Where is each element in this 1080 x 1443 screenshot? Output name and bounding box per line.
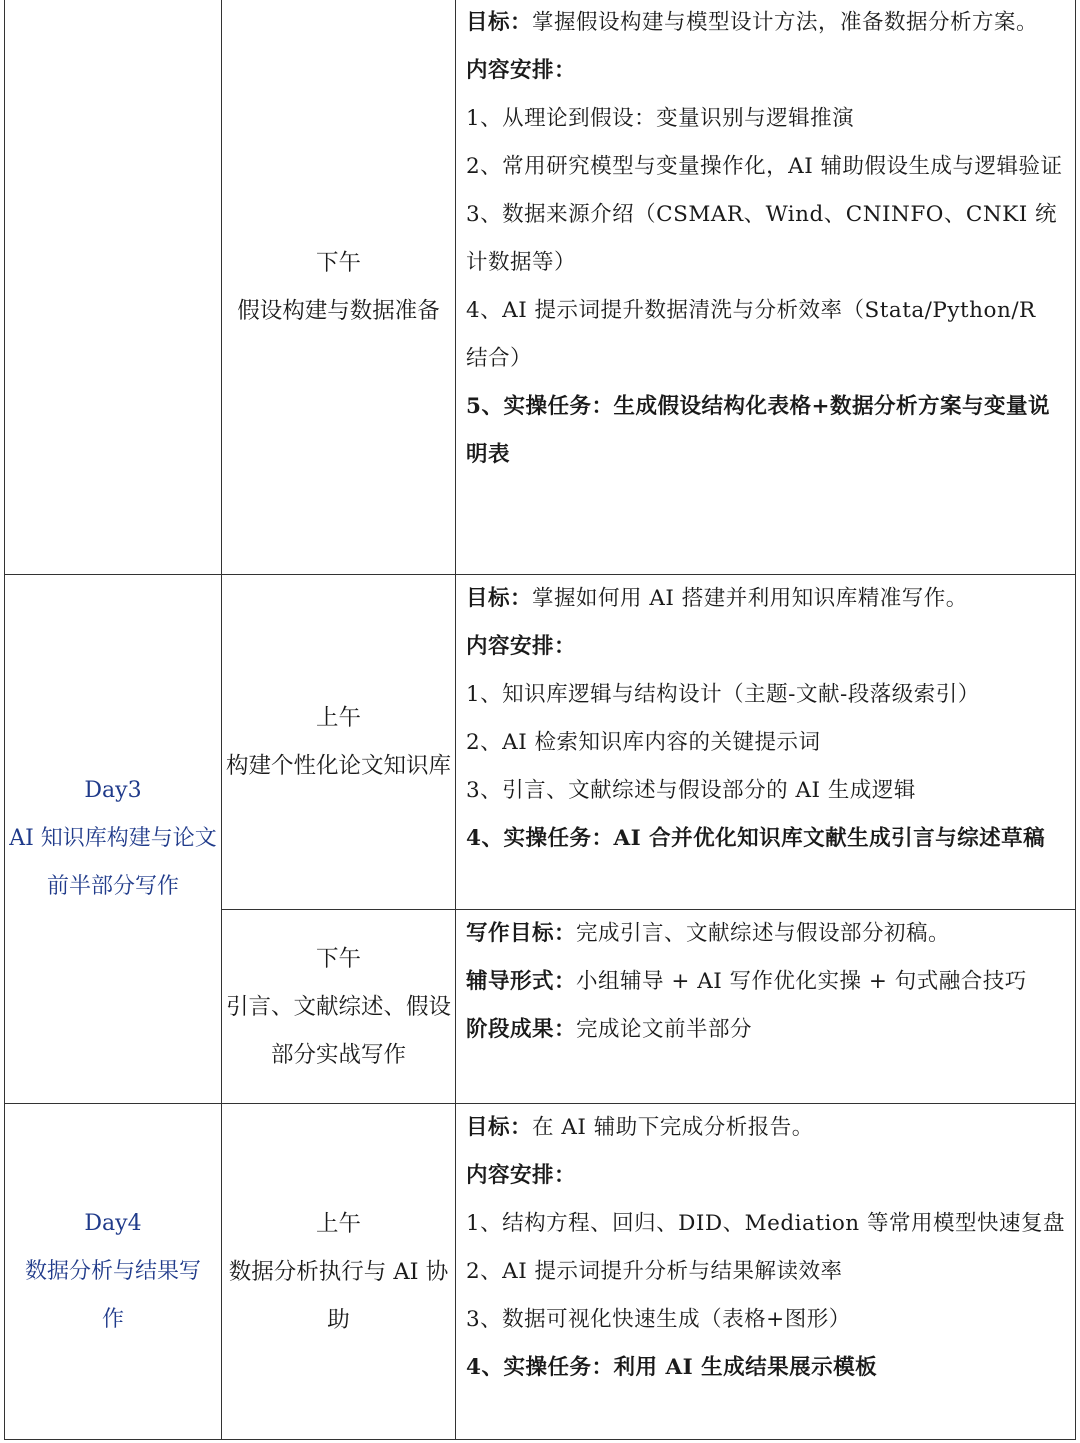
goal-text: 掌握如何用 AI 搭建并利用知识库精准写作。 <box>532 586 968 611</box>
content-cell <box>456 575 1076 910</box>
goal-line <box>466 575 1065 623</box>
content-cell <box>456 1104 1076 1440</box>
goal-line <box>466 910 1065 958</box>
task-item: 5、实操任务：生成假设结构化表格+数据分析方案与变量说明表 <box>466 394 1050 467</box>
goal-line <box>466 1104 1065 1152</box>
content-cell <box>456 0 1076 575</box>
list-item: 1、结构方程、回归、DID、Mediation 等常用模型快速复盘 <box>466 1211 1065 1236</box>
goal-text: 掌握假设构建与模型设计方法，准备数据分析方案。 <box>532 10 1039 35</box>
goal-text: 在 AI 辅助下完成分析报告。 <box>532 1115 814 1140</box>
session-topic: 数据分析执行与 AI 协助 <box>228 1258 449 1333</box>
result-line <box>466 1006 1065 1054</box>
session-time: 上午 <box>315 705 361 731</box>
arrange-label: 内容安排： <box>466 634 577 659</box>
arrange-label: 内容安排： <box>466 58 577 83</box>
session-cell <box>222 575 456 910</box>
form-line <box>466 958 1065 1006</box>
session-topic: 构建个性化论文知识库 <box>225 753 451 779</box>
goal-label: 目标： <box>466 586 533 611</box>
session-cell <box>222 910 456 1104</box>
course-schedule-table <box>4 0 1076 1440</box>
goal-text: 完成引言、文献综述与假设部分初稿。 <box>576 921 951 946</box>
table-row <box>5 0 1076 575</box>
list-item: 3、引言、文献综述与假设部分的 AI 生成逻辑 <box>466 778 916 803</box>
list-item: 2、AI 检索知识库内容的关键提示词 <box>466 730 821 755</box>
day-cell <box>5 1104 222 1440</box>
table-row <box>5 575 1076 910</box>
content-cell <box>456 910 1076 1104</box>
list-item: 1、从理论到假设：变量识别与逻辑推演 <box>466 106 855 131</box>
table-row <box>5 1104 1076 1440</box>
session-topic: 引言、文献综述、假设部分实战写作 <box>225 993 451 1068</box>
arrange-label: 内容安排： <box>466 1163 577 1188</box>
day-cell-empty <box>5 0 222 575</box>
result-label: 阶段成果： <box>466 1017 577 1042</box>
list-item: 3、数据来源介绍（CSMAR、Wind、CNINFO、CNKI 统计数据等） <box>466 202 1058 275</box>
session-cell <box>222 0 456 575</box>
goal-label: 目标： <box>466 10 533 35</box>
session-time: 上午 <box>315 1210 361 1237</box>
list-item: 4、AI 提示词提升数据清洗与分析效率（Stata/Python/R 结合） <box>466 298 1036 371</box>
result-text: 完成论文前半部分 <box>576 1017 753 1042</box>
list-item: 1、知识库逻辑与结构设计（主题-文献-段落级索引） <box>466 682 980 707</box>
day-title: 数据分析与结果写作 <box>24 1258 201 1332</box>
day-cell <box>5 575 222 1104</box>
list-item: 2、AI 提示词提升分析与结果解读效率 <box>466 1259 843 1284</box>
list-item: 3、数据可视化快速生成（表格+图形） <box>466 1307 851 1332</box>
session-time: 下午 <box>315 945 361 972</box>
day-label: Day4 <box>84 1210 142 1236</box>
task-item: 4、实操任务：利用 AI 生成结果展示模板 <box>466 1355 878 1380</box>
list-item: 2、常用研究模型与变量操作化，AI 辅助假设生成与逻辑验证 <box>466 154 1063 179</box>
goal-label: 写作目标： <box>466 921 577 946</box>
session-topic: 假设构建与数据准备 <box>237 297 440 324</box>
task-item: 4、实操任务：AI 合并优化知识库文献生成引言与综述草稿 <box>466 826 1046 851</box>
form-text: 小组辅导 + AI 写作优化实操 + 句式融合技巧 <box>576 969 1027 994</box>
goal-line <box>466 0 1065 47</box>
goal-label: 目标： <box>466 1115 533 1140</box>
session-time: 下午 <box>315 249 361 276</box>
form-label: 辅导形式： <box>466 969 577 994</box>
day-label: Day3 <box>84 778 142 803</box>
session-cell <box>222 1104 456 1440</box>
day-title: AI 知识库构建与论文前半部分写作 <box>9 826 217 899</box>
